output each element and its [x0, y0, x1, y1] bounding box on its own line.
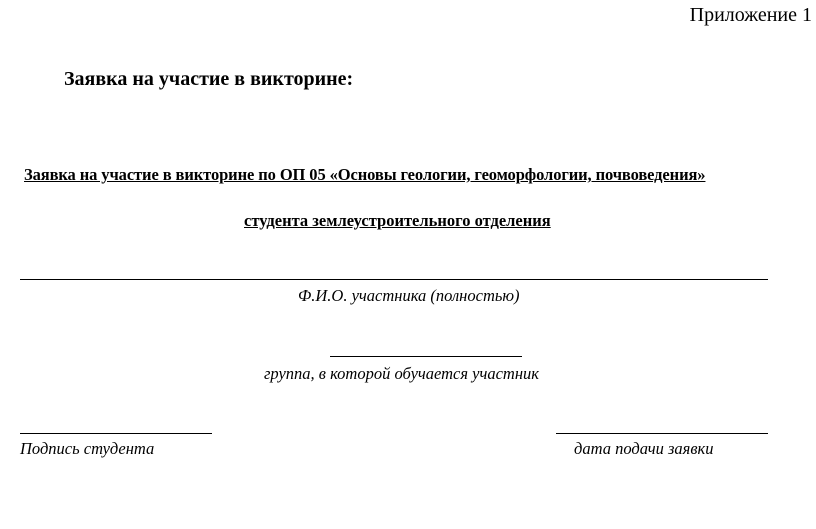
form-subtitle-line2: студента землеустроительного отделения: [244, 211, 551, 230]
date-caption: дата подачи заявки: [574, 439, 714, 458]
group-caption: группа, в которой обучается участник: [264, 364, 539, 383]
signature-blank-line: [20, 433, 212, 434]
group-blank-line: [330, 356, 522, 357]
date-blank-line: [556, 433, 768, 434]
appendix-label: Приложение 1: [689, 4, 812, 26]
full-name-caption: Ф.И.О. участника (полностью): [298, 286, 520, 305]
form-heading: Заявка на участие в викторине:: [64, 68, 354, 90]
form-subtitle-line1: Заявка на участие в викторине по ОП 05 «Основы геологии, геоморфологии, почвоведения»: [24, 165, 706, 184]
signature-caption: Подпись студента: [20, 439, 155, 458]
full-name-blank-line: [20, 279, 768, 280]
